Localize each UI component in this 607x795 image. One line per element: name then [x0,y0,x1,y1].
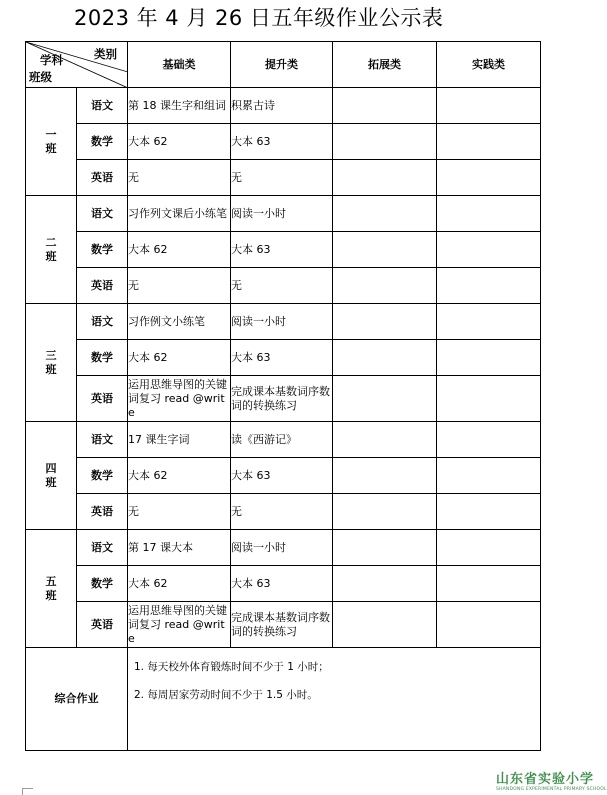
summary-row [26,648,541,751]
table-row [26,124,541,160]
advanced-homework-cell: 阅读一小时 [231,530,333,566]
summary-item: 1. 每天校外体育锻炼时间不少于 1 小时； [134,661,329,673]
subject-cell: 语文 [77,422,128,458]
advanced-homework-cell: 阅读一小时 [231,196,333,232]
summary-item: 2. 每周居家劳动时间不少于 1.5 小时。 [134,689,318,701]
extension-homework-cell [333,458,437,494]
school-logo [496,768,607,792]
practice-homework-cell [437,458,541,494]
extension-homework-cell [333,124,437,160]
practice-homework-cell [437,340,541,376]
table-row [26,340,541,376]
class-name-cell [26,196,77,304]
corner-class-label: 班级 [29,70,52,84]
extension-homework-cell [333,340,437,376]
extension-homework-cell [333,304,437,340]
practice-homework-cell [437,566,541,602]
advanced-homework-cell: 大本 63 [231,340,333,376]
logo-name: 山东省实验小学 [496,772,595,787]
extension-homework-cell [333,530,437,566]
corner-subject-label: 学科 [40,53,63,67]
advanced-homework-cell: 积累古诗 [231,88,333,124]
table-row [26,530,541,566]
basic-homework-cell: 大本 62 [128,124,231,160]
column-header-practice: 实践类 [437,42,541,88]
class-name: 四 班 [45,461,57,489]
table-row [26,304,541,340]
corner-header-cell [26,42,128,88]
summary-title: 综合作业 [26,648,128,751]
class-name: 一 班 [45,127,57,155]
practice-homework-cell [437,268,541,304]
corner-category-label: 类别 [94,47,117,61]
subject-cell: 英语 [77,160,128,196]
table-row [26,376,541,422]
extension-homework-cell [333,566,437,602]
subject-cell: 英语 [77,376,128,422]
extension-homework-cell [333,268,437,304]
extension-homework-cell [333,422,437,458]
class-name-cell [26,88,77,196]
advanced-homework-cell: 大本 63 [231,458,333,494]
basic-homework-cell: 习作例文小练笔 [128,304,231,340]
table-row [26,160,541,196]
logo-subtitle: SHANDONG EXPERIMENTAL PRIMARY SCHOOL [496,787,607,792]
extension-homework-cell [333,602,437,648]
practice-homework-cell [437,304,541,340]
subject-cell: 语文 [77,304,128,340]
subject-cell: 数学 [77,458,128,494]
table-row [26,602,541,648]
basic-homework-cell: 运用思维导图的关键词复习 read @write [128,602,231,648]
extension-homework-cell [333,494,437,530]
table-row [26,494,541,530]
extension-homework-cell [333,160,437,196]
subject-cell: 语文 [77,88,128,124]
advanced-homework-cell: 完成课本基数词序数词的转换练习 [231,602,333,648]
subject-cell: 数学 [77,566,128,602]
subject-cell: 英语 [77,494,128,530]
advanced-homework-cell: 大本 63 [231,566,333,602]
practice-homework-cell [437,530,541,566]
advanced-homework-cell: 大本 63 [231,124,333,160]
advanced-homework-cell: 完成课本基数词序数词的转换练习 [231,376,333,422]
basic-homework-cell: 大本 62 [128,458,231,494]
basic-homework-cell: 无 [128,160,231,196]
subject-cell: 英语 [77,268,128,304]
table-row [26,196,541,232]
advanced-homework-cell: 大本 63 [231,232,333,268]
basic-homework-cell: 第 17 课大本 [128,530,231,566]
class-name: 五 班 [45,574,57,602]
table-row [26,422,541,458]
subject-cell: 数学 [77,124,128,160]
basic-homework-cell: 17 课生字词 [128,422,231,458]
extension-homework-cell [333,196,437,232]
page-title: 2023 年 4 月 26 日五年级作业公示表 [74,6,444,30]
class-name-cell [26,422,77,530]
summary-body [128,648,541,751]
extension-homework-cell [333,88,437,124]
practice-homework-cell [437,124,541,160]
advanced-homework-cell: 无 [231,494,333,530]
column-header-extension: 拓展类 [333,42,437,88]
practice-homework-cell [437,602,541,648]
subject-cell: 数学 [77,340,128,376]
practice-homework-cell [437,196,541,232]
advanced-homework-cell: 无 [231,268,333,304]
practice-homework-cell [437,160,541,196]
practice-homework-cell [437,88,541,124]
table-row [26,232,541,268]
basic-homework-cell: 大本 62 [128,566,231,602]
advanced-homework-cell: 无 [231,160,333,196]
subject-cell: 语文 [77,530,128,566]
basic-homework-cell: 第 18 课生字和组词 [128,88,231,124]
class-name: 二 班 [45,235,57,263]
practice-homework-cell [437,232,541,268]
basic-homework-cell: 大本 62 [128,232,231,268]
practice-homework-cell [437,494,541,530]
basic-homework-cell: 习作列文课后小练笔 [128,196,231,232]
subject-cell: 英语 [77,602,128,648]
practice-homework-cell [437,376,541,422]
page-corner-mark [22,788,33,795]
table-row [26,88,541,124]
basic-homework-cell: 无 [128,268,231,304]
homework-table [25,41,541,751]
table-row [26,458,541,494]
advanced-homework-cell: 读《西游记》 [231,422,333,458]
basic-homework-cell: 大本 62 [128,340,231,376]
column-header-advanced: 提升类 [231,42,333,88]
class-name-cell [26,304,77,422]
basic-homework-cell: 无 [128,494,231,530]
class-name: 三 班 [45,348,57,376]
practice-homework-cell [437,422,541,458]
column-header-basic: 基础类 [128,42,231,88]
extension-homework-cell [333,232,437,268]
table-row [26,268,541,304]
header-row [26,42,541,88]
class-name-cell [26,530,77,648]
table-row [26,566,541,602]
extension-homework-cell [333,376,437,422]
subject-cell: 语文 [77,196,128,232]
subject-cell: 数学 [77,232,128,268]
advanced-homework-cell: 阅读一小时 [231,304,333,340]
basic-homework-cell: 运用思维导图的关键词复习 read @write [128,376,231,422]
